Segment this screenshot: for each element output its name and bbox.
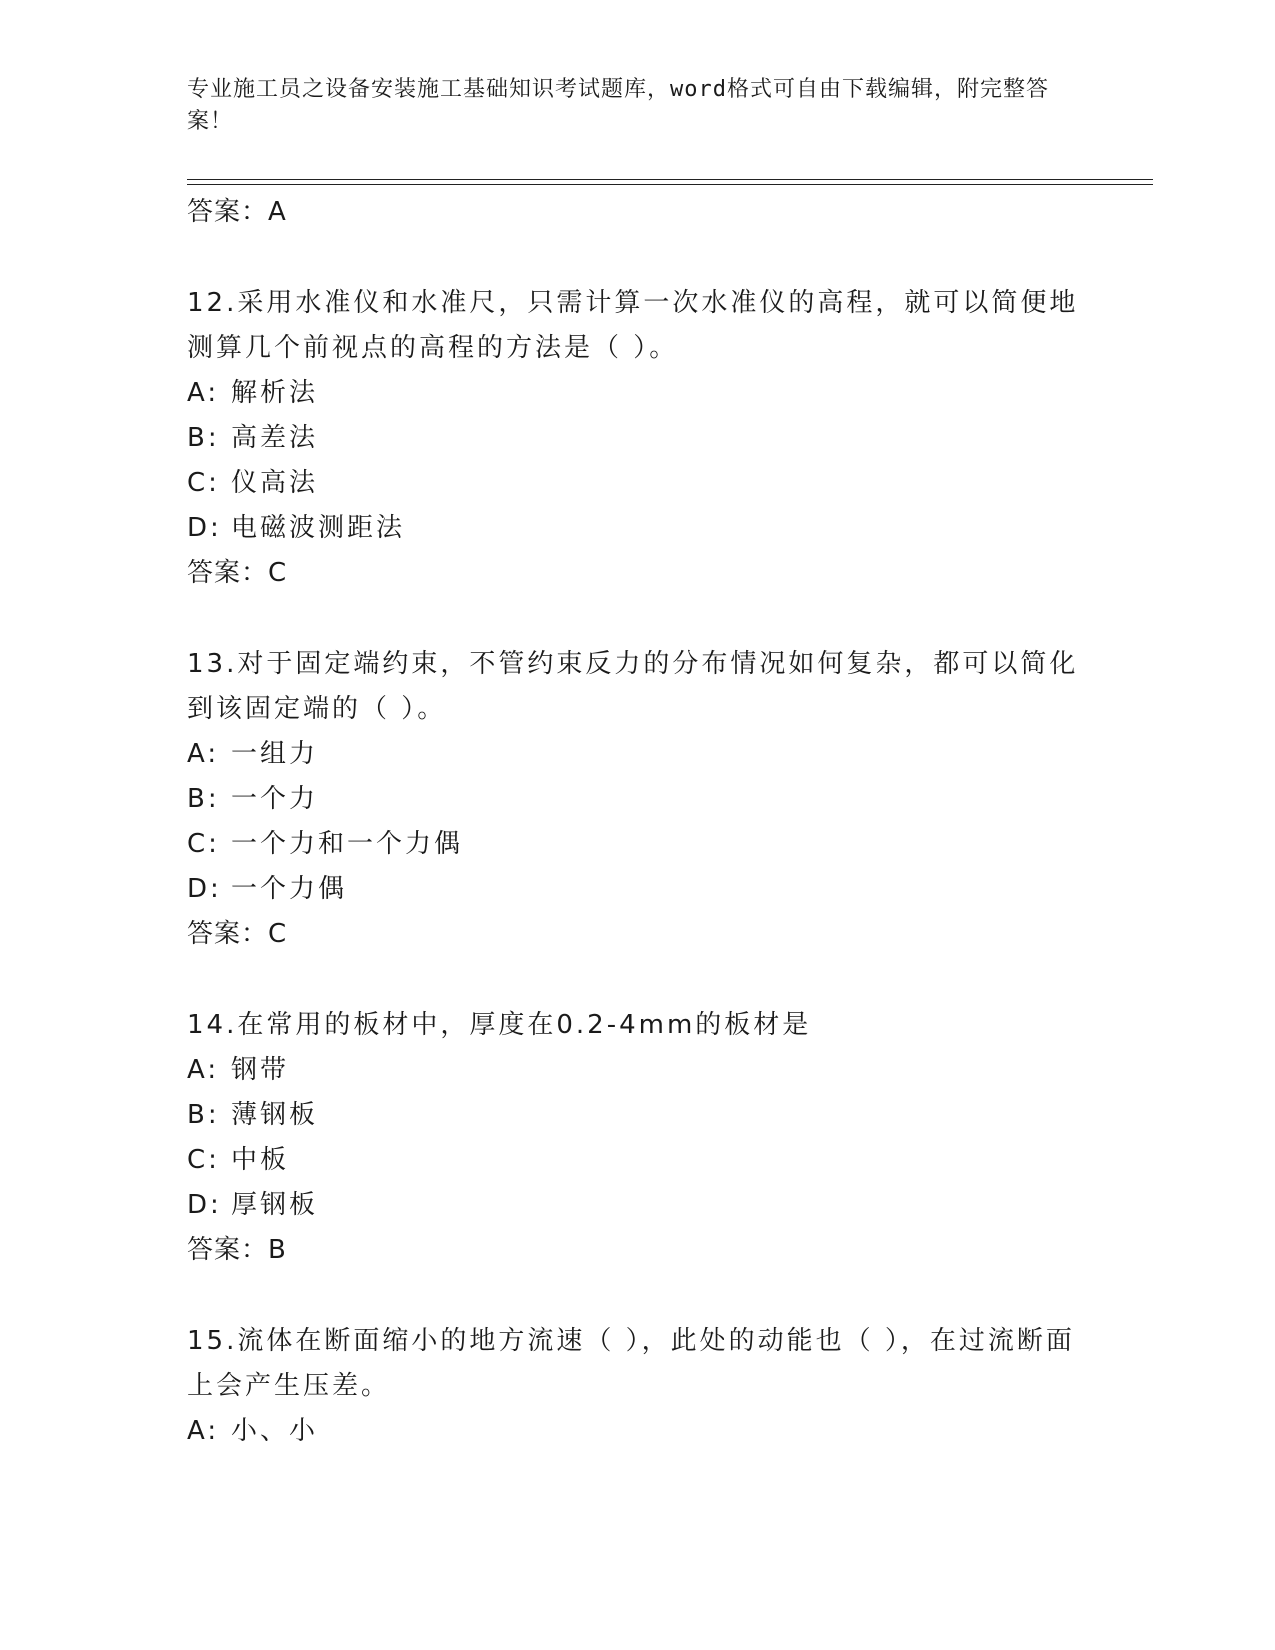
option-text: 厚钢板 [231, 1190, 319, 1220]
answer-line: 答案：A [187, 197, 287, 227]
option-text: 中板 [231, 1145, 290, 1175]
option-a [187, 732, 1087, 777]
option-key: A: [187, 739, 220, 769]
header-title: 专业施工员之设备安装施工基础知识考试题库，word格式可自由下载编辑，附完整答案！ [187, 77, 1049, 134]
option-key: A: [187, 1055, 220, 1085]
option-text: 薄钢板 [231, 1100, 319, 1130]
option-b [187, 1093, 1087, 1138]
option-d [187, 1183, 1087, 1228]
question-text: 12.采用水准仪和水准尺，只需计算一次水准仪的高程，就可以简便地测算几个前视点的高程的方法是（ ）。 [187, 288, 1079, 363]
option-key: B: [187, 784, 220, 814]
option-b [187, 416, 1087, 461]
option-text: 电磁波测距法 [231, 513, 406, 543]
option-key: A: [187, 378, 220, 408]
option-d [187, 506, 1087, 551]
question-list [187, 190, 1087, 1454]
option-text: 解析法 [231, 378, 319, 408]
option-key: A: [187, 1416, 220, 1446]
question-text: 13.对于固定端约束，不管约束反力的分布情况如何复杂，都可以简化到该固定端的（ ）。 [187, 649, 1079, 724]
option-c [187, 1138, 1087, 1183]
option-text: 小、小 [231, 1416, 319, 1446]
option-key: C: [187, 829, 220, 859]
answer-line: 答案：C [187, 558, 288, 588]
option-d [187, 867, 1087, 912]
option-key: B: [187, 1100, 220, 1130]
document-header [187, 74, 1067, 138]
option-c [187, 461, 1087, 506]
option-text: 一个力 [231, 784, 319, 814]
answer-line: 答案：B [187, 1235, 287, 1265]
option-key: D: [187, 1190, 222, 1220]
option-text: 钢带 [231, 1055, 290, 1085]
option-text: 一个力偶 [231, 874, 348, 904]
question-text: 14.在常用的板材中，厚度在0.2-4mm的板材是 [187, 1010, 812, 1040]
question-text: 15.流体在断面缩小的地方流速（ ），此处的动能也（ ），在过流断面上会产生压差。 [187, 1326, 1075, 1401]
option-b [187, 777, 1087, 822]
option-key: D: [187, 874, 222, 904]
option-key: B: [187, 423, 220, 453]
option-a [187, 1409, 1087, 1454]
option-c [187, 822, 1087, 867]
option-key: C: [187, 468, 220, 498]
option-text: 仪高法 [231, 468, 319, 498]
header-divider-top [187, 179, 1153, 180]
option-text: 一个力和一个力偶 [231, 829, 464, 859]
option-a [187, 371, 1087, 416]
option-key: C: [187, 1145, 220, 1175]
option-text: 高差法 [231, 423, 319, 453]
header-divider-bottom [187, 184, 1153, 185]
answer-line: 答案：C [187, 919, 288, 949]
option-text: 一组力 [231, 739, 319, 769]
option-a [187, 1048, 1087, 1093]
option-key: D: [187, 513, 222, 543]
